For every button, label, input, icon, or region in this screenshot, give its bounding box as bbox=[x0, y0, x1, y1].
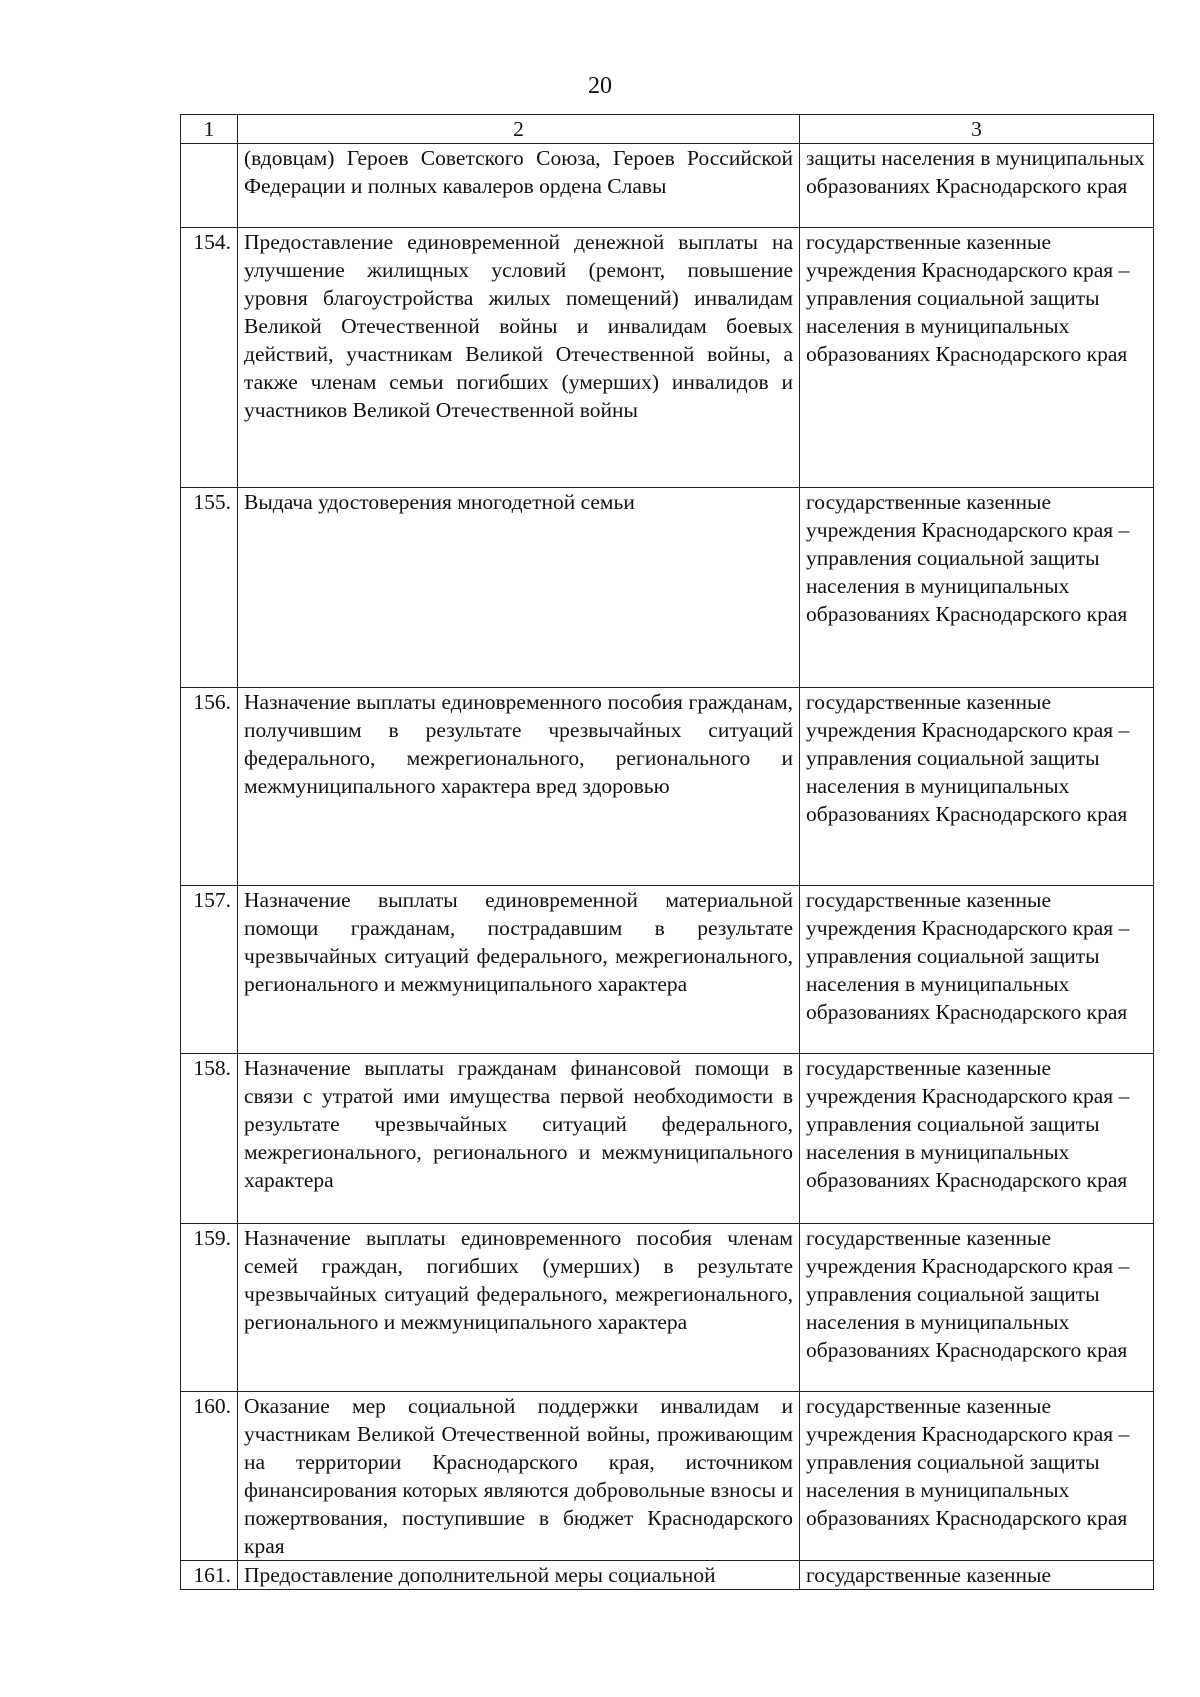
service-provider: государственные казенные учреждения Краснодарского края – управления социальной защиты населения в муниципальных образованиях Краснодарского края bbox=[800, 1392, 1154, 1561]
service-name: (вдовцам) Героев Советского Союза, Героев Российской Федерации и полных кавалеров ордена Славы bbox=[238, 144, 800, 228]
row-number: 161. bbox=[181, 1561, 238, 1590]
row-number: 154. bbox=[181, 228, 238, 488]
service-name: Назначение выплаты единовременной материальной помощи гражданам, пострадавшим в результате чрезвычайных ситуаций федерального, межрегионального, регионального и межмуниципального характера bbox=[238, 886, 800, 1054]
column-header-1: 1 bbox=[181, 115, 238, 144]
service-provider: государственные казенные учреждения Краснодарского края – управления социальной защиты населения в муниципальных образованиях Краснодарского края bbox=[800, 228, 1154, 488]
table-row bbox=[181, 1392, 1154, 1561]
table-row bbox=[181, 228, 1154, 488]
column-header-3: 3 bbox=[800, 115, 1154, 144]
service-name: Предоставление дополнительной меры социальной bbox=[238, 1561, 800, 1590]
row-number: 155. bbox=[181, 488, 238, 688]
table-row bbox=[181, 488, 1154, 688]
row-number: 156. bbox=[181, 688, 238, 886]
service-provider: государственные казенные bbox=[800, 1561, 1154, 1590]
service-name: Назначение выплаты единовременного пособия гражданам, получившим в результате чрезвычайных ситуаций федерального, межрегионального, регионального и межмуниципального характера вред здоровью bbox=[238, 688, 800, 886]
services-table bbox=[180, 114, 1154, 1590]
service-provider: государственные казенные учреждения Краснодарского края – управления социальной защиты населения в муниципальных образованиях Краснодарского края bbox=[800, 488, 1154, 688]
service-name: Назначение выплаты единовременного пособия членам семей граждан, погибших (умерших) в результате чрезвычайных ситуаций федерального, межрегионального, регионального и межмуниципального характера bbox=[238, 1224, 800, 1392]
row-number: 160. bbox=[181, 1392, 238, 1561]
row-number bbox=[181, 144, 238, 228]
service-provider: государственные казенные учреждения Краснодарского края – управления социальной защиты населения в муниципальных образованиях Краснодарского края bbox=[800, 886, 1154, 1054]
table-row bbox=[181, 886, 1154, 1054]
service-provider: государственные казенные учреждения Краснодарского края – управления социальной защиты населения в муниципальных образованиях Краснодарского края bbox=[800, 1054, 1154, 1224]
page-number: 20 bbox=[588, 73, 612, 99]
row-number: 157. bbox=[181, 886, 238, 1054]
service-provider: защиты населения в муниципальных образованиях Краснодарского края bbox=[800, 144, 1154, 228]
service-name: Выдача удостоверения многодетной семьи bbox=[238, 488, 800, 688]
table-row bbox=[181, 1054, 1154, 1224]
table-row bbox=[181, 1561, 1154, 1590]
service-name: Предоставление единовременной денежной выплаты на улучшение жилищных условий (ремонт, повышение уровня благоустройства жилых помещений) инвалидам Великой Отечественной войны и инвалидам боевых действий, участникам Великой Отечественной войны, а также членам семьи погибших (умерших) инвалидов и участников Великой Отечественной войны bbox=[238, 228, 800, 488]
service-provider: государственные казенные учреждения Краснодарского края – управления социальной защиты населения в муниципальных образованиях Краснодарского края bbox=[800, 1224, 1154, 1392]
service-name: Назначение выплаты гражданам финансовой помощи в связи с утратой ими имущества первой необходимости в результате чрезвычайных ситуаций федерального, межрегионального, регионального и межмуниципального характера bbox=[238, 1054, 800, 1224]
table-header-row bbox=[181, 115, 1154, 144]
row-number: 158. bbox=[181, 1054, 238, 1224]
table-row bbox=[181, 1224, 1154, 1392]
service-name: Оказание мер социальной поддержки инвалидам и участникам Великой Отечественной войны, проживающим на территории Краснодарского края, источником финансирования которых являются добровольные взносы и пожертвования, поступившие в бюджет Краснодарского края bbox=[238, 1392, 800, 1561]
column-header-2: 2 bbox=[238, 115, 800, 144]
table-row bbox=[181, 144, 1154, 228]
row-number: 159. bbox=[181, 1224, 238, 1392]
table-row bbox=[181, 688, 1154, 886]
service-provider: государственные казенные учреждения Краснодарского края – управления социальной защиты населения в муниципальных образованиях Краснодарского края bbox=[800, 688, 1154, 886]
